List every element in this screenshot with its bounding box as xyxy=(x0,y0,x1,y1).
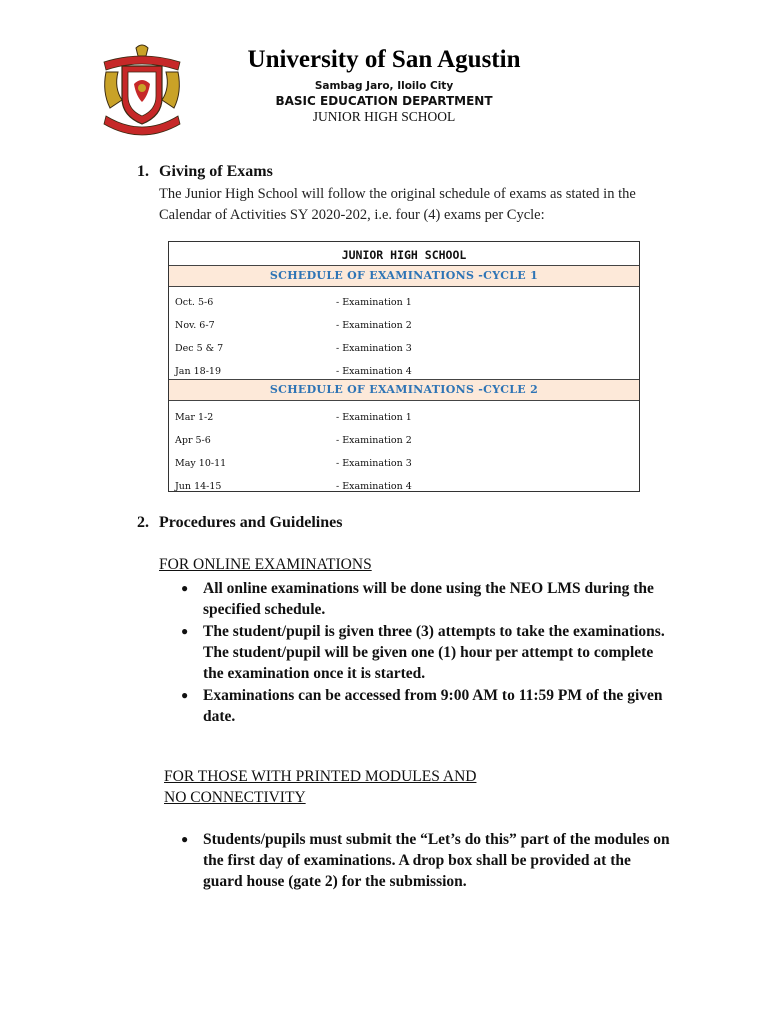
section-title: Procedures and Guidelines xyxy=(159,514,343,531)
exam-schedule-table xyxy=(168,241,640,492)
list-item-text: Examinations can be accessed from 9:00 AM to 11:59 PM of the given date. xyxy=(203,687,663,725)
table-row xyxy=(175,297,633,311)
table-row xyxy=(175,320,633,334)
university-address: Sambag Jaro, Iloilo City xyxy=(314,80,454,92)
exam-label: - Examination 4 xyxy=(336,481,412,492)
cycle-2-heading: SCHEDULE OF EXAMINATIONS -CYCLE 2 xyxy=(169,379,639,401)
exam-date: Jan 18-19 xyxy=(175,366,221,377)
school-name: JUNIOR HIGH SCHOOL xyxy=(312,109,456,124)
section-intro-paragraph: The Junior High School will follow the original schedule of exams as stated in the Calendar of Activities SY 2020-202, i.e. four (4) exams per Cycle: xyxy=(159,186,636,223)
exam-date: Dec 5 & 7 xyxy=(175,343,224,354)
exam-label: - Examination 3 xyxy=(336,343,412,354)
table-row xyxy=(175,412,633,426)
table-title: JUNIOR HIGH SCHOOL xyxy=(341,248,467,262)
exam-label: - Examination 1 xyxy=(336,412,412,423)
table-row xyxy=(175,458,633,472)
printed-modules-heading-line1: FOR THOSE WITH PRINTED MODULES AND xyxy=(164,768,477,785)
online-exams-heading: FOR ONLINE EXAMINATIONS xyxy=(159,556,372,573)
exam-date: Nov. 6-7 xyxy=(175,320,215,331)
exam-date: Jun 14-15 xyxy=(175,481,222,492)
list-item-text: All online examinations will be done using the NEO LMS during the specified schedule. xyxy=(203,580,654,618)
exam-date: Mar 1-2 xyxy=(175,412,214,423)
section-title: Giving of Exams xyxy=(159,163,273,180)
bullet-icon: ● xyxy=(181,688,189,702)
department-name: BASIC EDUCATION DEPARTMENT xyxy=(275,94,493,108)
exam-date: Apr 5-6 xyxy=(175,435,211,446)
exam-date: May 10-11 xyxy=(175,458,227,469)
list-item-text: The student/pupil is given three (3) attempts to take the examinations. The student/pupil will be given one (1) hour per attempt to complete the examination once it is started. xyxy=(203,623,665,682)
table-row xyxy=(175,366,633,380)
exam-label: - Examination 2 xyxy=(336,320,412,331)
section-number: 1. xyxy=(137,163,149,180)
list-item-text: Students/pupils must submit the “Let’s do this” part of the modules on the first day of examinations. A drop box shall be provided at the guard house (gate 2) for the submission. xyxy=(203,831,670,890)
section-heading-procedures xyxy=(137,514,342,532)
list-item xyxy=(181,621,671,684)
section-number: 2. xyxy=(137,514,149,531)
university-title: University of San Agustin xyxy=(247,46,521,73)
table-row xyxy=(175,435,633,449)
printed-modules-heading-line2: NO CONNECTIVITY xyxy=(164,789,306,806)
list-item xyxy=(181,829,671,892)
cycle-1-heading: SCHEDULE OF EXAMINATIONS -CYCLE 1 xyxy=(169,265,639,287)
exam-date: Oct. 5-6 xyxy=(175,297,214,308)
section-heading-giving-of-exams xyxy=(137,163,273,181)
exam-label: - Examination 2 xyxy=(336,435,412,446)
list-item xyxy=(181,685,671,727)
table-row xyxy=(175,343,633,357)
bullet-icon: ● xyxy=(181,624,189,638)
table-row xyxy=(175,481,633,495)
exam-label: - Examination 1 xyxy=(336,297,412,308)
exam-label: - Examination 3 xyxy=(336,458,412,469)
exam-label: - Examination 4 xyxy=(336,366,412,377)
bullet-icon: ● xyxy=(181,832,189,846)
list-item xyxy=(181,578,671,620)
bullet-icon: ● xyxy=(181,581,189,595)
